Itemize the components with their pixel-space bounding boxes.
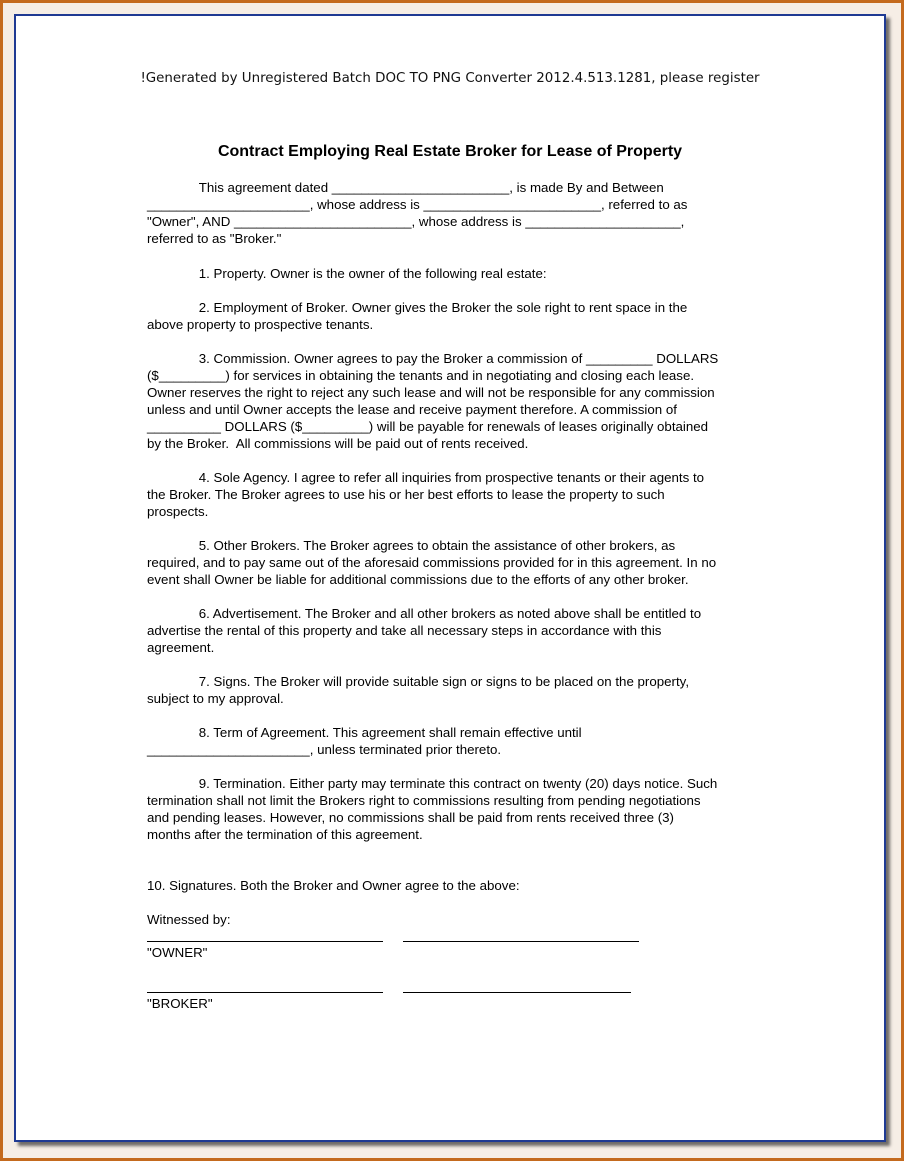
clause-6 (147, 605, 767, 656)
broker-witness-line (403, 992, 631, 993)
signatures-section (147, 877, 767, 894)
intro-text: This agreement dated ________________________, is made By and Between ______________________, whose address is ________________________, referred to as "Owner", AND ________________________, whose address is _____________________, referred to as "Broker." (147, 180, 688, 247)
broker-signature-line (147, 992, 383, 993)
clause-advertisement: 6. Advertisement. The Broker and all other brokers as noted above shall be entitled to advertise the rental of this property and take all necessary steps in accordance with this agreement. (147, 606, 702, 656)
clause-2 (147, 299, 767, 333)
clause-employment: 2. Employment of Broker. Owner gives the Broker the sole right to rent space in the above property to prospective tenants. (147, 300, 688, 333)
clause-3 (147, 350, 767, 453)
broker-label: "BROKER" (147, 996, 213, 1011)
clause-7 (147, 673, 767, 707)
clause-signs: 7. Signs. The Broker will provide suitable sign or signs to be placed on the property, subject to my approval. (147, 674, 690, 707)
clause-4 (147, 469, 767, 520)
clause-9 (147, 775, 767, 843)
clause-other-brokers: 5. Other Brokers. The Broker agrees to obtain the assistance of other brokers, as required, and to pay same out of the aforesaid commissions provided for in this agreement. In no event shall Owner be liable for additional commissions due to the efforts of any other broker. (147, 538, 717, 588)
clause-8 (147, 724, 767, 758)
document-page (14, 14, 886, 1142)
clause-sole-agency: 4. Sole Agency. I agree to refer all inquiries from prospective tenants or their agents to the Broker. The Broker agrees to use his or her best efforts to lease the property to such prospects. (147, 470, 705, 520)
witnessed-by (147, 911, 767, 928)
clause-5 (147, 537, 767, 588)
owner-signature-line (147, 941, 383, 942)
clause-termination: 9. Termination. Either party may terminate this contract on twenty (20) days notice. Such termination shall not limit the Brokers right to commissions resulting from pending negotiations and pending leases. However, no commissions shall be paid from rents received three (3) months after the termination of this agreement. (147, 776, 718, 843)
clause-1 (147, 265, 767, 282)
owner-witness-line (403, 941, 639, 942)
clause-commission: 3. Commission. Owner agrees to pay the Broker a commission of _________ DOLLARS ($_________) for services in obtaining the tenants and in negotiating and closing each lease. Owner reserves the right to reject any such lease and will not be responsible for any commission unless and until Owner accepts the lease and receive payment therefore. A commission of __________ DOLLARS ($_________) will be payable for renewals of leases originally obtained by the Broker. All commissions will be paid out of rents received. (147, 351, 719, 452)
signatures-heading: 10. Signatures. Both the Broker and Owner agree to the above: (147, 878, 520, 893)
document-title: Contract Employing Real Estate Broker for Lease of Property (217, 143, 683, 160)
clause-term: 8. Term of Agreement. This agreement shall remain effective until ______________________, unless terminated prior thereto. (147, 725, 582, 758)
clause-property: 1. Property. Owner is the owner of the following real estate: (147, 266, 547, 281)
witnessed-by-label: Witnessed by: (147, 912, 231, 927)
converter-watermark: !Generated by Unregistered Batch DOC TO PNG Converter 2012.4.513.1281, please register (140, 71, 760, 86)
owner-label: "OWNER" (147, 945, 208, 960)
intro-paragraph (147, 179, 767, 247)
